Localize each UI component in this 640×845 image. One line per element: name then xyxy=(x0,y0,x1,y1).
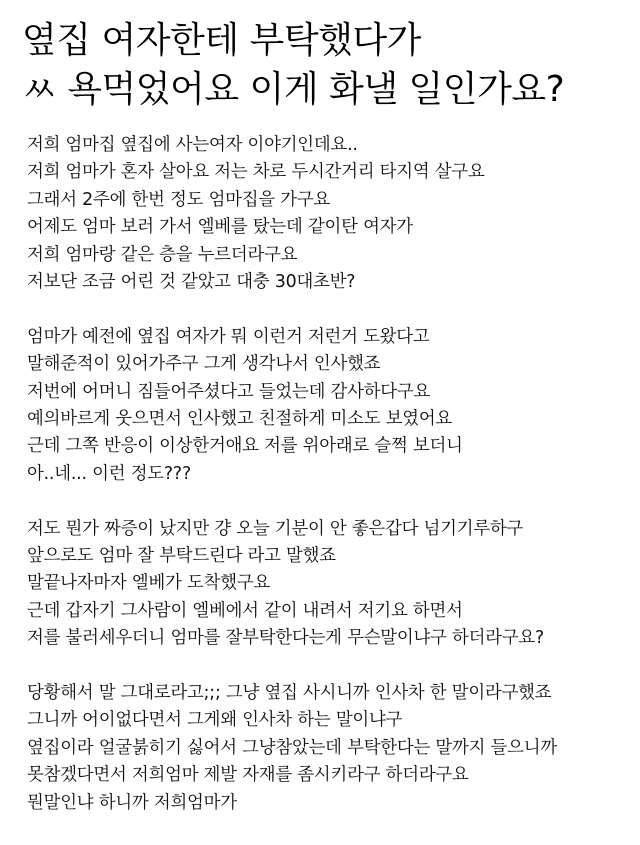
body-line: 그래서 2주에 한번 정도 엄마집을 가구요 xyxy=(27,189,331,210)
post-paragraph xyxy=(27,516,632,653)
body-line: 근데 그쪽 반응이 이상한거애요 저를 위아래로 슬쩍 보더니 xyxy=(27,436,463,457)
body-line: 앞으로도 엄마 잘 부탁드린다 라고 말했죠 xyxy=(27,546,336,567)
body-line: 저를 불러세우더니 엄마를 잘부탁한다는게 무슨말이냐구 하더라구요? xyxy=(27,628,545,649)
body-line: 못참겠다면서 저희엄마 제발 자재를 좀시키라구 하더라구요 xyxy=(27,765,469,786)
body-line: 예의바르게 웃으면서 인사했고 친절하게 미소도 보였어요 xyxy=(27,409,453,430)
body-line: 저희 엄마가 혼자 살아요 저는 차로 두시간거리 타지역 살구요 xyxy=(27,162,485,183)
body-line: 아..네... 이런 정도??? xyxy=(27,463,191,484)
body-line: 뭔말인냐 하니까 저희엄마가 xyxy=(27,792,237,813)
post-paragraph xyxy=(27,680,632,817)
body-line: 저도 뭔가 짜증이 났지만 걍 오늘 기분이 안 좋은갑다 넘기기루하구 xyxy=(27,518,524,539)
body-line: 저번에 어머니 짐들어주셨다고 들었는데 감사하다구요 xyxy=(27,381,431,402)
body-line: 말끝나자마자 엘베가 도착했구요 xyxy=(27,573,271,594)
body-line: 엄마가 예전에 옆집 여자가 뭐 이런거 저런거 도왔다고 xyxy=(27,326,430,347)
body-line: 근데 갑자기 그사람이 엘베에서 같이 내려서 저기요 하면서 xyxy=(27,600,463,621)
body-line: 어제도 엄마 보러 가서 엘베를 탔는데 같이탄 여자가 xyxy=(27,217,413,238)
body-line: 그니까 어이없다면서 그게왜 인사차 하는 말이냐구 xyxy=(27,710,403,731)
post-body xyxy=(27,132,632,845)
post-title xyxy=(22,16,632,114)
body-line: 옆집이라 얼굴붉히기 싫어서 그냥참았는데 부탁한다는 말까지 들으니까 xyxy=(27,737,557,758)
body-line: 저희 엄마랑 같은 층을 누르더라구요 xyxy=(27,244,298,265)
body-line: 저보단 조금 어린 것 같았고 대충 30대초반? xyxy=(27,272,356,293)
post-paragraph xyxy=(27,132,632,296)
body-line: 당황해서 말 그대로라고;;; 그냥 옆집 사시니까 인사차 한 말이라구했죠 xyxy=(27,683,552,704)
post-title-line: ㅆ 욕먹었어요 이게 화낼 일인가요? xyxy=(22,69,565,110)
body-line: 말해준적이 있어가주구 그게 생각나서 인사했죠 xyxy=(27,354,381,375)
post-title-line: 옆집 여자한테 부탁했다가 xyxy=(22,20,421,61)
body-line: 저희 엄마집 옆집에 사는여자 이야기인데요.. xyxy=(27,135,358,155)
post-paragraph xyxy=(27,324,632,488)
